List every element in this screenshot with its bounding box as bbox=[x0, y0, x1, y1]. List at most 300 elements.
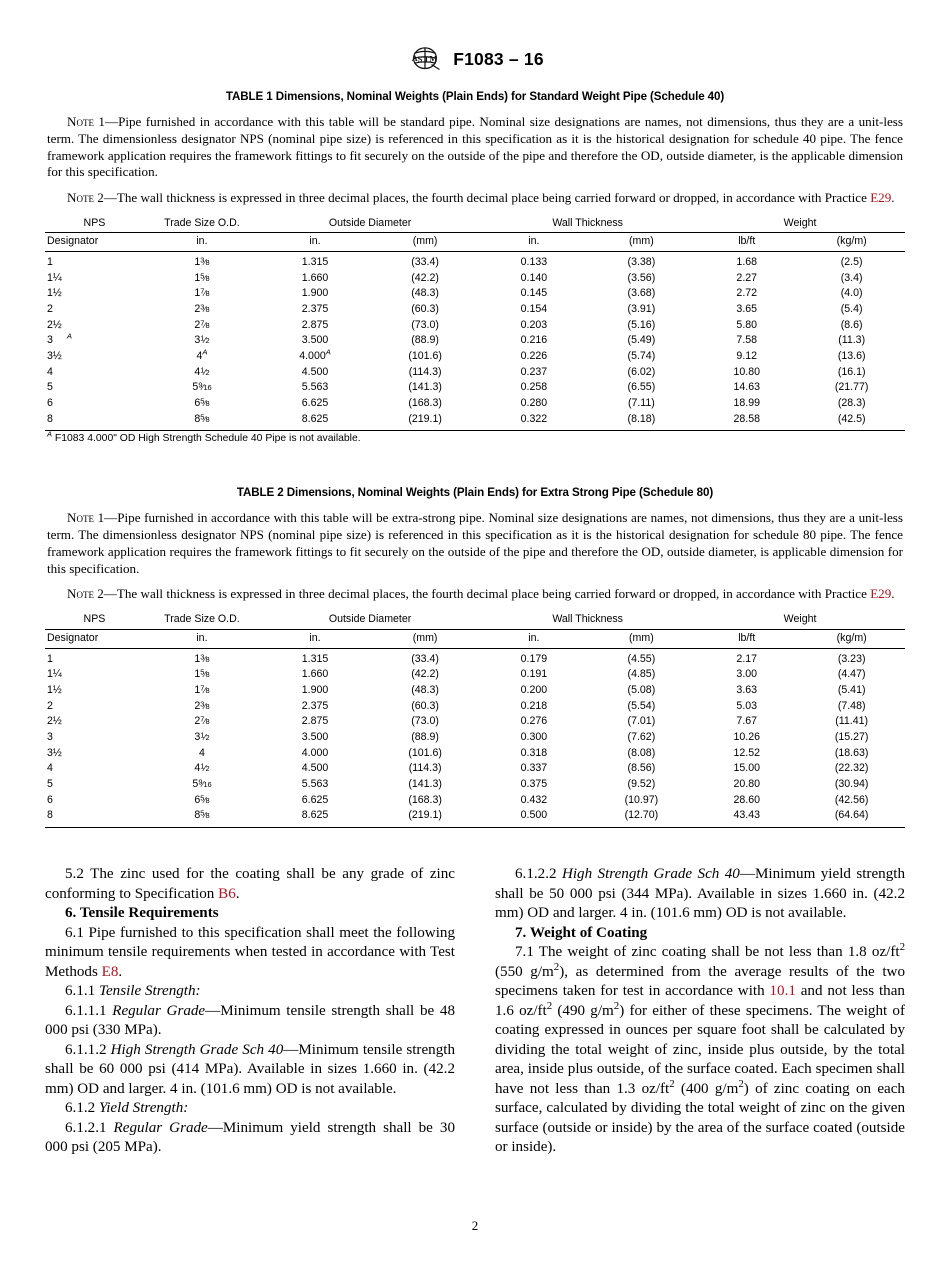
footnote-text: F1083 4.000" OD High Strength Schedule 40 Pipe is not available. bbox=[51, 433, 361, 445]
cell-trade-in: $1^3⁄_8$ bbox=[194, 255, 210, 269]
sub-header-designator: Designator bbox=[45, 629, 144, 648]
table-2-caption: TABLE 2 Dimensions, Nominal Weights (Plain Ends) for Extra Strong Pipe (Schedule 80) bbox=[236, 486, 714, 500]
cell-wall-in: 0.140 bbox=[520, 271, 548, 284]
para-6-1-2-1-title: Regular Grade bbox=[113, 1119, 208, 1136]
sub-header-wall-mm: (mm) bbox=[588, 629, 696, 648]
group-header-wall-thickness: Wall Thickness bbox=[552, 613, 623, 626]
cell-weight-lbft: 28.58 bbox=[733, 412, 760, 425]
cell-weight-lbft: 5.03 bbox=[736, 699, 758, 712]
para-7-1-text-a: 7.1 The weight of zinc coating shall be not less than 1.8 oz/ft bbox=[515, 944, 900, 961]
cell-od-in: 1.315 bbox=[301, 256, 329, 269]
cell-od-mm: (219.1) bbox=[408, 412, 442, 425]
cell-wall-mm: (8.56) bbox=[627, 762, 656, 775]
cell-weight-lbft: 12.52 bbox=[733, 746, 760, 759]
cell-wall-in: 0.203 bbox=[520, 318, 548, 331]
para-6-1-2-1-text: —Minimum yield strength shall be 30 000 psi (205 MPa). bbox=[45, 1119, 455, 1156]
cell-od-mm: (168.3) bbox=[408, 793, 442, 806]
cell-wall-mm: (8.18) bbox=[627, 412, 656, 425]
table-2-body bbox=[45, 648, 905, 827]
cell-weight-kgm: (64.64) bbox=[834, 809, 869, 822]
cell-weight-lbft: 20.80 bbox=[733, 777, 760, 790]
cell-weight-lbft: 3.00 bbox=[736, 668, 758, 681]
cell-weight-lbft: 7.58 bbox=[736, 334, 758, 347]
cell-od-mm: (48.3) bbox=[411, 683, 439, 696]
sub-header-od-mm: (mm) bbox=[370, 233, 480, 252]
cell-od-in: 5.563 bbox=[301, 777, 329, 790]
cell-trade-in: $2^3⁄_8$ bbox=[194, 699, 210, 712]
svg-text:M: M bbox=[429, 54, 438, 64]
cell-wall-in: 0.276 bbox=[520, 715, 548, 728]
superscript-2: 2 bbox=[613, 999, 620, 1012]
body-columns bbox=[45, 865, 905, 1158]
table-row bbox=[45, 302, 905, 318]
para-6-1-text-a: 6.1 Pipe furnished to this specification shall meet the following minimum tensile requirements when tested in accordance with Test Methods bbox=[45, 924, 455, 980]
cell-weight-kgm: (21.77) bbox=[834, 381, 869, 394]
cell-wall-in: 0.216 bbox=[520, 334, 548, 347]
cell-nps: 1½ bbox=[47, 683, 62, 696]
cell-weight-kgm: (8.6) bbox=[840, 318, 863, 331]
cell-wall-in: 0.200 bbox=[520, 683, 548, 696]
footnote-marker: A bbox=[47, 430, 52, 440]
group-header-trade-size: Trade Size O.D. bbox=[164, 613, 240, 626]
table-1-note-2 bbox=[45, 190, 905, 207]
cell-wall-in: 0.145 bbox=[520, 287, 548, 300]
group-header-wall-thickness: Wall Thickness bbox=[552, 216, 623, 229]
note-label: Note 2 bbox=[67, 586, 104, 602]
group-header-outside-diameter: Outside Diameter bbox=[328, 216, 412, 229]
superscript-2: 2 bbox=[546, 999, 553, 1012]
sub-header-wall-mm: (mm) bbox=[588, 233, 696, 252]
table-row bbox=[45, 349, 905, 365]
cell-od-in: 1.315 bbox=[301, 652, 329, 665]
para-5-2 bbox=[45, 865, 455, 904]
para-6-1-1-2-title: High Strength Grade Sch 40 bbox=[110, 1041, 284, 1058]
para-7-1-text-e: (490 g/m bbox=[552, 1002, 614, 1019]
cell-weight-kgm: (16.1) bbox=[837, 365, 866, 378]
sub-header-trade-in: in. bbox=[144, 629, 260, 648]
cell-nps: 3½ bbox=[47, 350, 62, 363]
para-6-1-1 bbox=[45, 982, 455, 1002]
cell-nps: 3 $^A$ bbox=[47, 331, 72, 347]
superscript-2: 2 bbox=[669, 1077, 675, 1090]
cell-od-in: 6.625 bbox=[301, 397, 329, 410]
cell-od-mm: (101.6) bbox=[408, 746, 442, 759]
table-2-note-1 bbox=[45, 510, 905, 577]
table-1-block bbox=[45, 90, 905, 444]
cell-wall-mm: (7.11) bbox=[627, 397, 655, 410]
para-6-1-1-1-title: Regular Grade bbox=[112, 1002, 206, 1019]
para-6-1-2-1-number: 6.1.2.1 bbox=[65, 1119, 114, 1136]
cell-nps: 3 bbox=[47, 730, 53, 743]
cell-od-in: 4.000 bbox=[301, 746, 329, 759]
cell-weight-lbft: 10.80 bbox=[733, 365, 760, 378]
xref-e29[interactable]: E29 bbox=[870, 586, 892, 602]
cell-wall-in: 0.432 bbox=[520, 793, 548, 806]
xref-e8[interactable]: E8 bbox=[101, 963, 119, 980]
cell-weight-kgm: (2.5) bbox=[840, 256, 863, 269]
para-5-2-text-b: . bbox=[235, 885, 240, 902]
cell-od-mm: (88.9) bbox=[411, 334, 439, 347]
note-label: Note 1 bbox=[67, 114, 105, 129]
right-column bbox=[495, 865, 905, 1158]
cell-wall-mm: (5.49) bbox=[627, 334, 656, 347]
cell-od-in: 2.875 bbox=[301, 715, 329, 728]
cell-wall-mm: (7.62) bbox=[627, 730, 656, 743]
cell-wall-in: 0.154 bbox=[520, 303, 548, 316]
para-6-1-1-number: 6.1.1 bbox=[65, 983, 99, 1000]
cell-od-in: 6.625 bbox=[301, 793, 329, 806]
cell-wall-in: 0.322 bbox=[520, 412, 548, 425]
para-6-1-2 bbox=[45, 1099, 455, 1119]
note-text-b: . bbox=[891, 190, 895, 205]
cell-wall-in: 0.191 bbox=[520, 668, 548, 681]
cell-trade-in: $8^5⁄_8$ bbox=[194, 808, 210, 822]
cell-od-mm: (60.3) bbox=[411, 699, 439, 712]
para-7-1-text-c: ), as determined from the average results of the two specimens taken for test in accordance with bbox=[495, 963, 906, 1000]
astm-logo bbox=[406, 46, 444, 72]
cell-od-in: 3.500 bbox=[301, 730, 329, 743]
cell-od-in: 1.900 bbox=[301, 287, 329, 300]
cell-nps: 4 bbox=[47, 762, 53, 775]
table-1-note-1 bbox=[45, 114, 905, 181]
table-2-block bbox=[45, 486, 905, 827]
table-1-caption: TABLE 1 Dimensions, Nominal Weights (Plain Ends) for Standard Weight Pipe (Schedule 40) bbox=[225, 90, 725, 103]
para-6-1-1-2-number: 6.1.1.2 bbox=[65, 1041, 111, 1058]
table-2 bbox=[45, 612, 905, 828]
cell-weight-lbft: 28.60 bbox=[733, 793, 760, 806]
cell-weight-kgm: (4.47) bbox=[837, 668, 866, 681]
cell-od-mm: (219.1) bbox=[408, 809, 442, 822]
cell-weight-lbft: 3.63 bbox=[736, 683, 758, 696]
cell-trade-in: $3^1⁄_2$ bbox=[194, 334, 210, 347]
section-heading-7: 7. Weight of Coating bbox=[515, 924, 648, 941]
table-row bbox=[45, 683, 905, 699]
cell-weight-kgm: (18.63) bbox=[834, 746, 869, 759]
cell-od-in: 4.500 bbox=[301, 365, 329, 378]
table-2-group-header-row bbox=[45, 612, 905, 629]
cell-weight-lbft: 2.27 bbox=[736, 271, 758, 284]
cell-nps: 2 bbox=[47, 303, 53, 316]
cell-trade-in: $1^7⁄_8$ bbox=[194, 683, 210, 696]
left-column bbox=[45, 865, 455, 1158]
cell-weight-kgm: (4.0) bbox=[840, 287, 863, 300]
cell-wall-in: 0.218 bbox=[520, 699, 548, 712]
cell-nps: 2½ bbox=[47, 318, 62, 331]
note-text: —Pipe furnished in accordance with this table will be extra-strong pipe. Nominal size designations are names, not dimensions, thus they are a unit-less term. The dimensionless designator NPS (nominal pipe size) is referenced in this specification as it is the historical designation for schedule 80 pipe. The fence framework application requires the framework fittings to fit securely on the outside of the pipe and therefore the OD, outside diameter, is applicable dimension for this specification. bbox=[47, 510, 903, 576]
para-6-1-2-2-text: —Minimum yield strength shall be 50 000 psi (344 MPa). Available in sizes 1.660 in. (42.2 mm) OD and larger. 4 in. (101.6 mm) OD is not available. bbox=[495, 866, 905, 922]
cell-weight-kgm: (28.3) bbox=[837, 397, 866, 410]
cell-wall-mm: (10.97) bbox=[624, 793, 659, 806]
cell-od-mm: (73.0) bbox=[411, 318, 439, 331]
para-6-1-2-1 bbox=[45, 1119, 455, 1158]
note-text-b: . bbox=[891, 586, 895, 602]
cell-od-mm: (141.3) bbox=[408, 777, 442, 790]
cell-wall-mm: (3.56) bbox=[627, 271, 656, 284]
cell-weight-lbft: 1.68 bbox=[736, 256, 758, 269]
para-6-1-2-2 bbox=[495, 865, 905, 924]
table-row bbox=[45, 761, 905, 777]
cell-weight-kgm: (3.23) bbox=[837, 652, 866, 665]
para-6-1-1-title: Tensile Strength: bbox=[98, 983, 201, 1000]
cell-nps: 1 bbox=[47, 256, 53, 269]
cell-trade-in: $2^7⁄_8$ bbox=[194, 318, 210, 331]
cell-od-in: 2.875 bbox=[301, 318, 329, 331]
cell-od-mm: (60.3) bbox=[411, 303, 439, 316]
svg-text:T: T bbox=[423, 55, 430, 65]
cell-nps: 5 bbox=[47, 777, 53, 790]
cell-trade-in: $1^7⁄_8$ bbox=[194, 287, 210, 300]
table-row bbox=[45, 286, 905, 302]
cell-od-in: 1.660 bbox=[301, 271, 329, 284]
table-row bbox=[45, 365, 905, 381]
cell-od-in: $4.000^A$ bbox=[299, 347, 331, 363]
para-7-1-text-d: and not less than 1.6 oz/ft bbox=[495, 983, 905, 1019]
page-number: 2 bbox=[471, 1218, 479, 1233]
table-1-sub-header-row bbox=[45, 233, 905, 252]
cell-weight-lbft: 2.72 bbox=[736, 287, 758, 300]
cell-trade-in: $1^5⁄_8$ bbox=[194, 667, 210, 681]
note-text-a: —The wall thickness is expressed in three decimal places, the fourth decimal place being carried forward or dropped, in accordance with Practice bbox=[103, 190, 871, 205]
cell-weight-kgm: (15.27) bbox=[834, 730, 869, 743]
table-row bbox=[45, 746, 905, 762]
cell-weight-lbft: 9.12 bbox=[736, 350, 758, 363]
cell-wall-mm: (5.16) bbox=[627, 318, 656, 331]
table-2-note-2 bbox=[45, 586, 905, 603]
cell-nps: 5 bbox=[47, 381, 53, 394]
cell-weight-kgm: (42.56) bbox=[834, 793, 869, 806]
svg-text:A: A bbox=[411, 54, 418, 64]
note-text-a: —The wall thickness is expressed in three decimal places, the fourth decimal place being carried forward or dropped, in accordance with Practice bbox=[103, 586, 871, 602]
sub-header-designator: Designator bbox=[45, 233, 144, 252]
sub-header-weight-kgm: (kg/m) bbox=[798, 629, 905, 648]
cell-od-in: 4.500 bbox=[301, 762, 329, 775]
cell-trade-in: $4^A$ bbox=[196, 347, 208, 363]
table-row bbox=[45, 648, 905, 667]
para-5-2-text-a: 5.2 The zinc used for the coating shall be any grade of zinc conforming to Specification bbox=[45, 866, 455, 902]
cell-od-in: 5.563 bbox=[301, 381, 329, 394]
cell-wall-mm: (12.70) bbox=[624, 809, 659, 822]
cell-wall-mm: (5.74) bbox=[627, 350, 656, 363]
sub-header-od-in: in. bbox=[260, 629, 370, 648]
sub-header-weight-lbft: lb/ft bbox=[695, 629, 798, 648]
cell-trade-in: $3^1⁄_2$ bbox=[194, 730, 210, 743]
svg-text:S: S bbox=[417, 54, 423, 64]
cell-weight-kgm: (42.5) bbox=[837, 412, 866, 425]
cell-wall-mm: (4.85) bbox=[627, 668, 656, 681]
para-7-1-text-g: (400 g/m bbox=[674, 1080, 739, 1097]
cell-wall-in: 0.179 bbox=[520, 652, 548, 665]
sub-header-od-mm: (mm) bbox=[370, 629, 480, 648]
cell-weight-kgm: (13.6) bbox=[837, 350, 866, 363]
table-row bbox=[45, 777, 905, 793]
sub-header-weight-lbft: lb/ft bbox=[695, 233, 798, 252]
cell-weight-kgm: (11.41) bbox=[835, 715, 869, 728]
cell-wall-mm: (3.91) bbox=[627, 303, 656, 316]
section-heading-6: 6. Tensile Requirements bbox=[65, 905, 219, 922]
cell-weight-lbft: 14.63 bbox=[733, 381, 760, 394]
cell-od-in: 2.375 bbox=[301, 699, 329, 712]
cell-od-mm: (33.4) bbox=[411, 256, 439, 269]
para-6-1-text-b: . bbox=[118, 963, 123, 980]
cell-wall-in: 0.133 bbox=[520, 256, 548, 269]
group-header-outside-diameter: Outside Diameter bbox=[328, 613, 412, 626]
cell-nps: 8 bbox=[47, 412, 53, 425]
cell-trade-in: 4 bbox=[198, 746, 205, 759]
cell-nps: 3½ bbox=[47, 746, 62, 759]
cell-od-in: 3.500 bbox=[301, 334, 329, 347]
cell-trade-in: $4^1⁄_2$ bbox=[194, 761, 210, 775]
sub-header-wall-in: in. bbox=[480, 629, 588, 648]
table-row bbox=[45, 318, 905, 334]
cell-nps: 1¼ bbox=[47, 271, 62, 284]
cell-weight-kgm: (3.4) bbox=[840, 271, 863, 284]
cell-weight-lbft: 15.00 bbox=[733, 762, 760, 775]
cell-wall-mm: (7.01) bbox=[627, 715, 656, 728]
cell-od-in: 1.660 bbox=[301, 668, 329, 681]
cell-wall-in: 0.300 bbox=[520, 730, 548, 743]
cell-nps: 4 bbox=[47, 365, 53, 378]
cell-nps: 2 bbox=[47, 699, 53, 712]
para-7-1-text-f: ) for either of these specimens. The weight of coating expressed in ounces per square foot shall be calculated by dividing the total weight of zinc, inside plus outside, by the total area, inside plus outside, of the surface coated. Each specimen shall have not less than 1.3 oz/ft bbox=[495, 1002, 905, 1097]
group-header-weight: Weight bbox=[783, 613, 817, 626]
cell-weight-kgm: (11.3) bbox=[838, 334, 866, 347]
table-row bbox=[45, 396, 905, 412]
cell-trade-in: $5^9⁄_{16}$ bbox=[192, 777, 212, 790]
cell-od-mm: (42.2) bbox=[411, 271, 439, 284]
group-header-trade-size: Trade Size O.D. bbox=[164, 216, 240, 229]
para-6-1-2-2-title: High Strength Grade Sch 40 bbox=[561, 866, 740, 882]
cell-wall-in: 0.337 bbox=[520, 762, 548, 775]
cell-od-mm: (114.3) bbox=[408, 365, 442, 378]
document-header bbox=[45, 0, 905, 90]
sub-header-trade-in: in. bbox=[144, 233, 260, 252]
para-6-1-1-1-text: —Minimum tensile strength shall be 48 000 psi (330 MPa). bbox=[45, 1002, 456, 1039]
cell-trade-in: $5^9⁄_{16}$ bbox=[192, 381, 212, 394]
cell-od-mm: (33.4) bbox=[411, 652, 439, 665]
cell-wall-in: 0.258 bbox=[520, 381, 548, 394]
table-row bbox=[45, 412, 905, 431]
cell-wall-in: 0.375 bbox=[520, 777, 548, 790]
group-header-weight: Weight bbox=[783, 216, 817, 229]
cell-trade-in: $1^3⁄_8$ bbox=[194, 652, 210, 665]
cell-weight-kgm: (5.4) bbox=[840, 303, 863, 316]
cell-nps: 1¼ bbox=[47, 668, 62, 681]
para-7-1 bbox=[495, 943, 905, 1158]
cell-wall-mm: (6.02) bbox=[627, 365, 656, 378]
cell-weight-lbft: 7.67 bbox=[736, 715, 758, 728]
cell-trade-in: $2^3⁄_8$ bbox=[194, 302, 210, 316]
cell-nps: 8 bbox=[47, 809, 53, 822]
table-row bbox=[45, 380, 905, 396]
para-6-1-2-number: 6.1.2 bbox=[65, 1100, 99, 1117]
cell-wall-mm: (9.52) bbox=[627, 777, 656, 790]
cell-weight-lbft: 2.17 bbox=[736, 652, 758, 665]
sub-header-od-in: in. bbox=[260, 233, 370, 252]
cell-weight-lbft: 43.43 bbox=[733, 809, 760, 822]
xref-10-1[interactable]: 10.1 bbox=[769, 983, 796, 1000]
cell-wall-mm: (3.38) bbox=[627, 256, 656, 269]
cell-trade-in: $6^5⁄_8$ bbox=[194, 396, 210, 410]
table-row bbox=[45, 730, 905, 746]
table-row bbox=[45, 252, 905, 271]
table-row bbox=[45, 699, 905, 715]
cell-nps: 1 bbox=[47, 652, 53, 665]
table-row bbox=[45, 793, 905, 809]
table-row bbox=[45, 333, 905, 349]
table-1 bbox=[45, 216, 905, 432]
cell-od-mm: (88.9) bbox=[411, 730, 439, 743]
superscript-2: 2 bbox=[553, 960, 560, 973]
superscript-2: 2 bbox=[899, 941, 905, 954]
cell-od-mm: (101.6) bbox=[408, 350, 442, 363]
para-6-1-1-1-number: 6.1.1.1 bbox=[65, 1002, 113, 1019]
para-6-1-1-1 bbox=[45, 1002, 455, 1041]
cell-weight-kgm: (7.48) bbox=[837, 699, 866, 712]
cell-nps: 1½ bbox=[47, 287, 62, 300]
cell-weight-kgm: (30.94) bbox=[834, 777, 869, 790]
note-label: Note 1 bbox=[67, 510, 105, 526]
cell-wall-mm: (8.08) bbox=[627, 746, 656, 759]
cell-wall-in: 0.237 bbox=[520, 365, 548, 378]
cell-wall-in: 0.318 bbox=[520, 746, 548, 759]
cell-weight-kgm: (22.32) bbox=[834, 762, 869, 775]
cell-nps: 6 bbox=[47, 397, 53, 410]
cell-wall-mm: (6.55) bbox=[627, 381, 656, 394]
cell-trade-in: $2^7⁄_8$ bbox=[194, 714, 210, 728]
cell-trade-in: $8^5⁄_8$ bbox=[194, 412, 210, 425]
table-1-group-header-row bbox=[45, 216, 905, 233]
cell-weight-lbft: 18.99 bbox=[733, 397, 760, 410]
cell-nps: 2½ bbox=[47, 715, 62, 728]
cell-wall-in: 0.280 bbox=[520, 397, 548, 410]
cell-od-in: 1.900 bbox=[301, 683, 329, 696]
xref-b6[interactable]: B6 bbox=[218, 885, 236, 902]
table-1-body bbox=[45, 252, 905, 431]
cell-weight-kgm: (5.41) bbox=[837, 683, 866, 696]
superscript-2: 2 bbox=[738, 1077, 744, 1090]
para-6-1-1-2 bbox=[45, 1041, 455, 1100]
para-6-1 bbox=[45, 924, 455, 983]
document-title: F1083 – 16 bbox=[453, 48, 544, 69]
cell-od-mm: (42.2) bbox=[411, 668, 439, 681]
cell-trade-in: $1^5⁄_8$ bbox=[194, 271, 210, 284]
cell-od-in: 8.625 bbox=[301, 809, 329, 822]
table-row bbox=[45, 714, 905, 730]
cell-od-in: 2.375 bbox=[301, 303, 329, 316]
cell-od-mm: (141.3) bbox=[408, 381, 442, 394]
cell-trade-in: $4^1⁄_2$ bbox=[194, 365, 210, 378]
cell-od-mm: (73.0) bbox=[411, 715, 439, 728]
cell-od-mm: (168.3) bbox=[408, 397, 442, 410]
cell-wall-in: 0.226 bbox=[520, 350, 548, 363]
xref-e29[interactable]: E29 bbox=[870, 190, 892, 205]
cell-weight-lbft: 10.26 bbox=[733, 730, 760, 743]
cell-trade-in: $6^5⁄_8$ bbox=[194, 793, 210, 806]
table-1-footnote bbox=[45, 431, 905, 444]
cell-od-mm: (48.3) bbox=[411, 287, 439, 300]
para-6-1-1-2-text: —Minimum tensile strength shall be 60 000 psi (414 MPa). Available in sizes 1.660 in. (42.2 mm) OD and larger. 4 in. (101.6 mm) OD is not available. bbox=[45, 1041, 455, 1097]
cell-wall-mm: (5.08) bbox=[627, 683, 656, 696]
cell-nps: 6 bbox=[47, 793, 53, 806]
note-label: Note 2 bbox=[67, 190, 104, 205]
cell-od-mm: (114.3) bbox=[408, 762, 442, 775]
cell-wall-in: 0.500 bbox=[520, 809, 548, 822]
cell-weight-lbft: 5.80 bbox=[736, 318, 758, 331]
table-row bbox=[45, 808, 905, 827]
group-header-nps: NPS bbox=[83, 216, 106, 229]
cell-wall-mm: (3.68) bbox=[627, 287, 656, 300]
table-row bbox=[45, 271, 905, 287]
